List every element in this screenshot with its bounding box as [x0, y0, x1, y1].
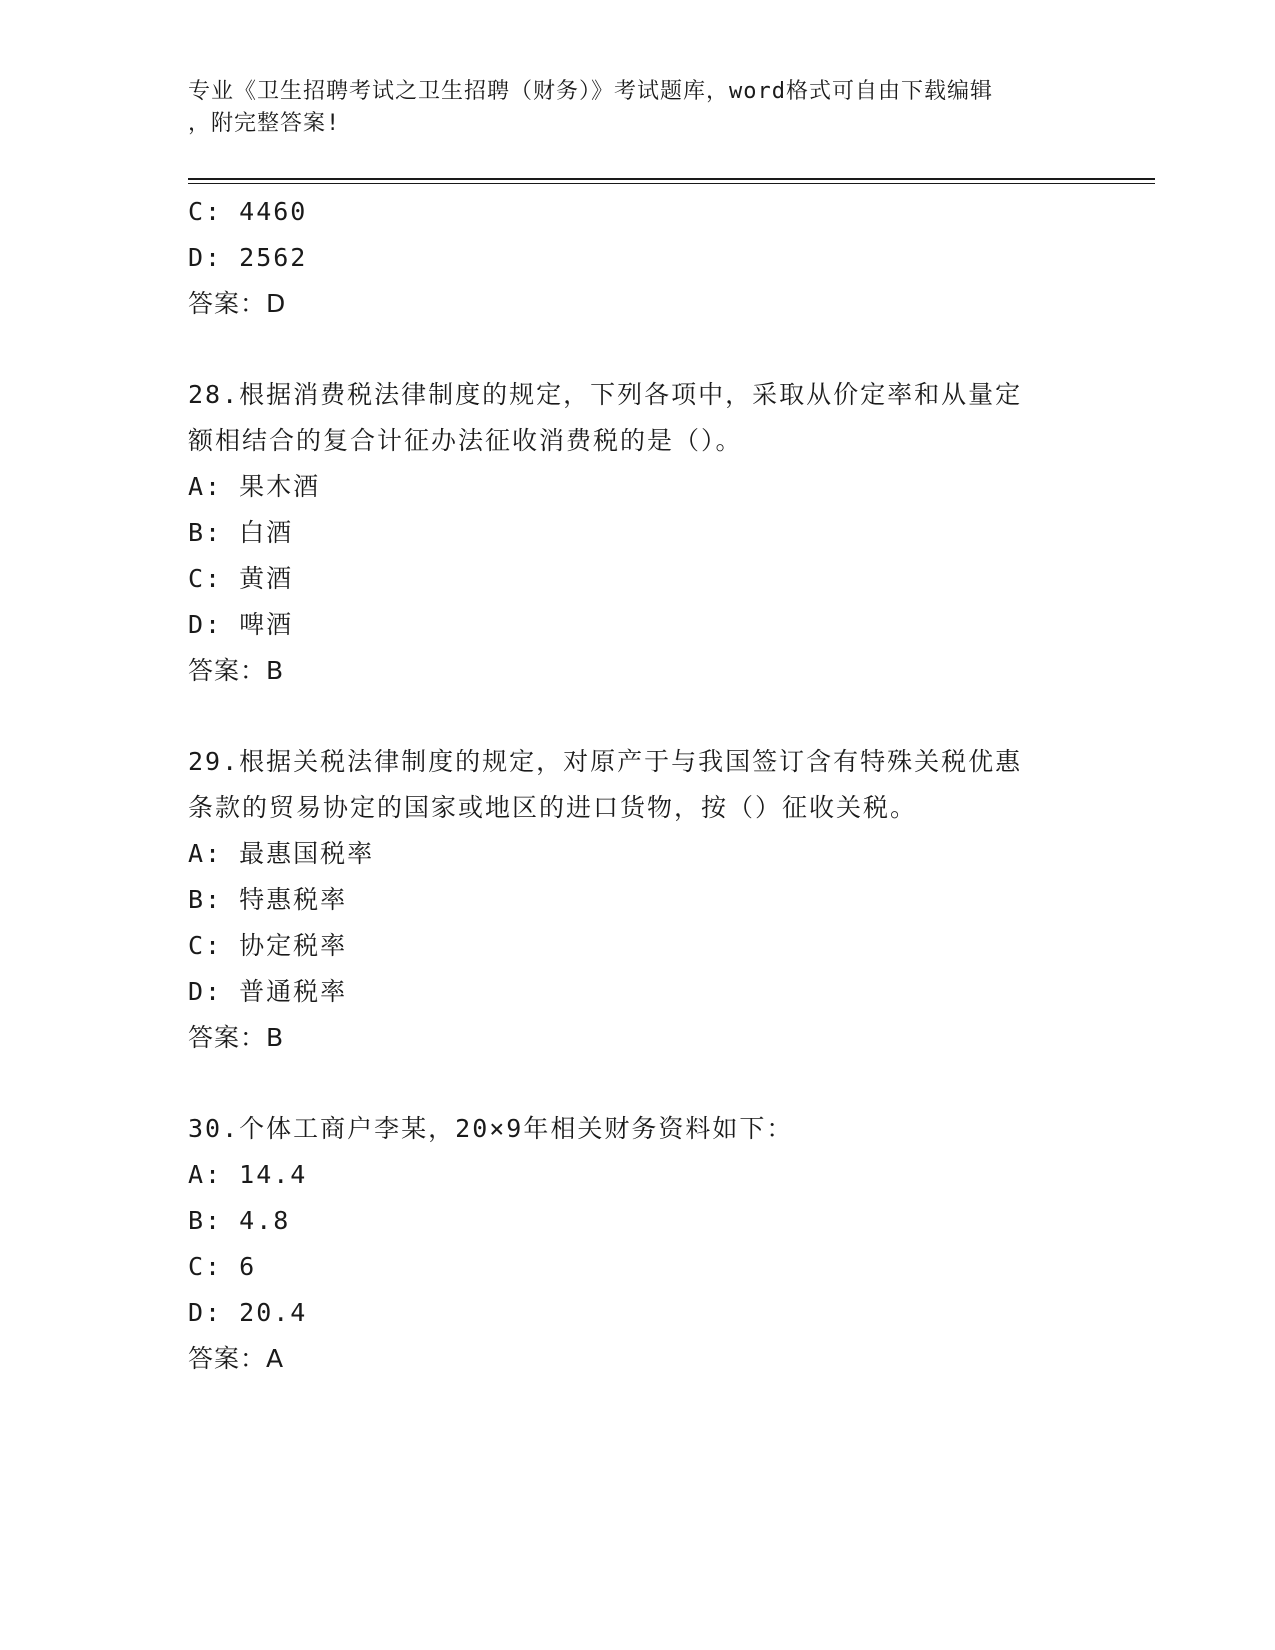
option-a: A: 最惠国税率: [188, 839, 375, 868]
option-a: A: 14.4: [188, 1160, 308, 1189]
question-text-line: 29.根据关税法律制度的规定，对原产于与我国签订含有特殊关税优惠: [188, 747, 1023, 776]
option-c: C: 6: [188, 1252, 257, 1281]
question-list: [188, 189, 1088, 1382]
question-gap: [188, 327, 1088, 372]
question-text-line: 额相结合的复合计征办法征收消费税的是（）。: [188, 426, 743, 455]
header-divider-thick: [188, 178, 1155, 180]
question-text-line: 30.个体工商户李某，20×9年相关财务资料如下：: [188, 1114, 794, 1143]
option-b: B: 4.8: [188, 1206, 291, 1235]
question-gap: [188, 694, 1088, 739]
header-line-2: ，附完整答案!: [188, 111, 341, 136]
option-a: A: 果木酒: [188, 472, 321, 501]
header-divider-thin: [188, 183, 1155, 184]
answer-line: 答案：B: [188, 1023, 285, 1052]
option-d: D: 20.4: [188, 1298, 308, 1327]
question-30: [188, 1106, 1088, 1382]
answer-line: 答案：B: [188, 656, 285, 685]
option-c: C: 黄酒: [188, 564, 294, 593]
option-d: D: 啤酒: [188, 610, 294, 639]
question-text-line: 28.根据消费税法律制度的规定，下列各项中，采取从价定率和从量定: [188, 380, 1023, 409]
question-29: [188, 739, 1088, 1061]
header-line-1: 专业《卫生招聘考试之卫生招聘（财务）》考试题库，word格式可自由下载编辑: [188, 79, 993, 104]
question-text-line: 条款的贸易协定的国家或地区的进口货物，按（）征收关税。: [188, 793, 918, 822]
prev-question-tail: [188, 189, 1088, 327]
option-d: D: 普通税率: [188, 977, 348, 1006]
answer-line: 答案：A: [188, 1344, 285, 1373]
question-28: [188, 372, 1088, 694]
option-c: C: 协定税率: [188, 931, 348, 960]
question-gap: [188, 1061, 1088, 1106]
option-b: B: 特惠税率: [188, 885, 348, 914]
answer-line: 答案：D: [188, 289, 287, 318]
option-c: C: 4460: [188, 197, 308, 226]
document-header: [188, 76, 1088, 140]
option-d: D: 2562: [188, 243, 308, 272]
option-b: B: 白酒: [188, 518, 294, 547]
